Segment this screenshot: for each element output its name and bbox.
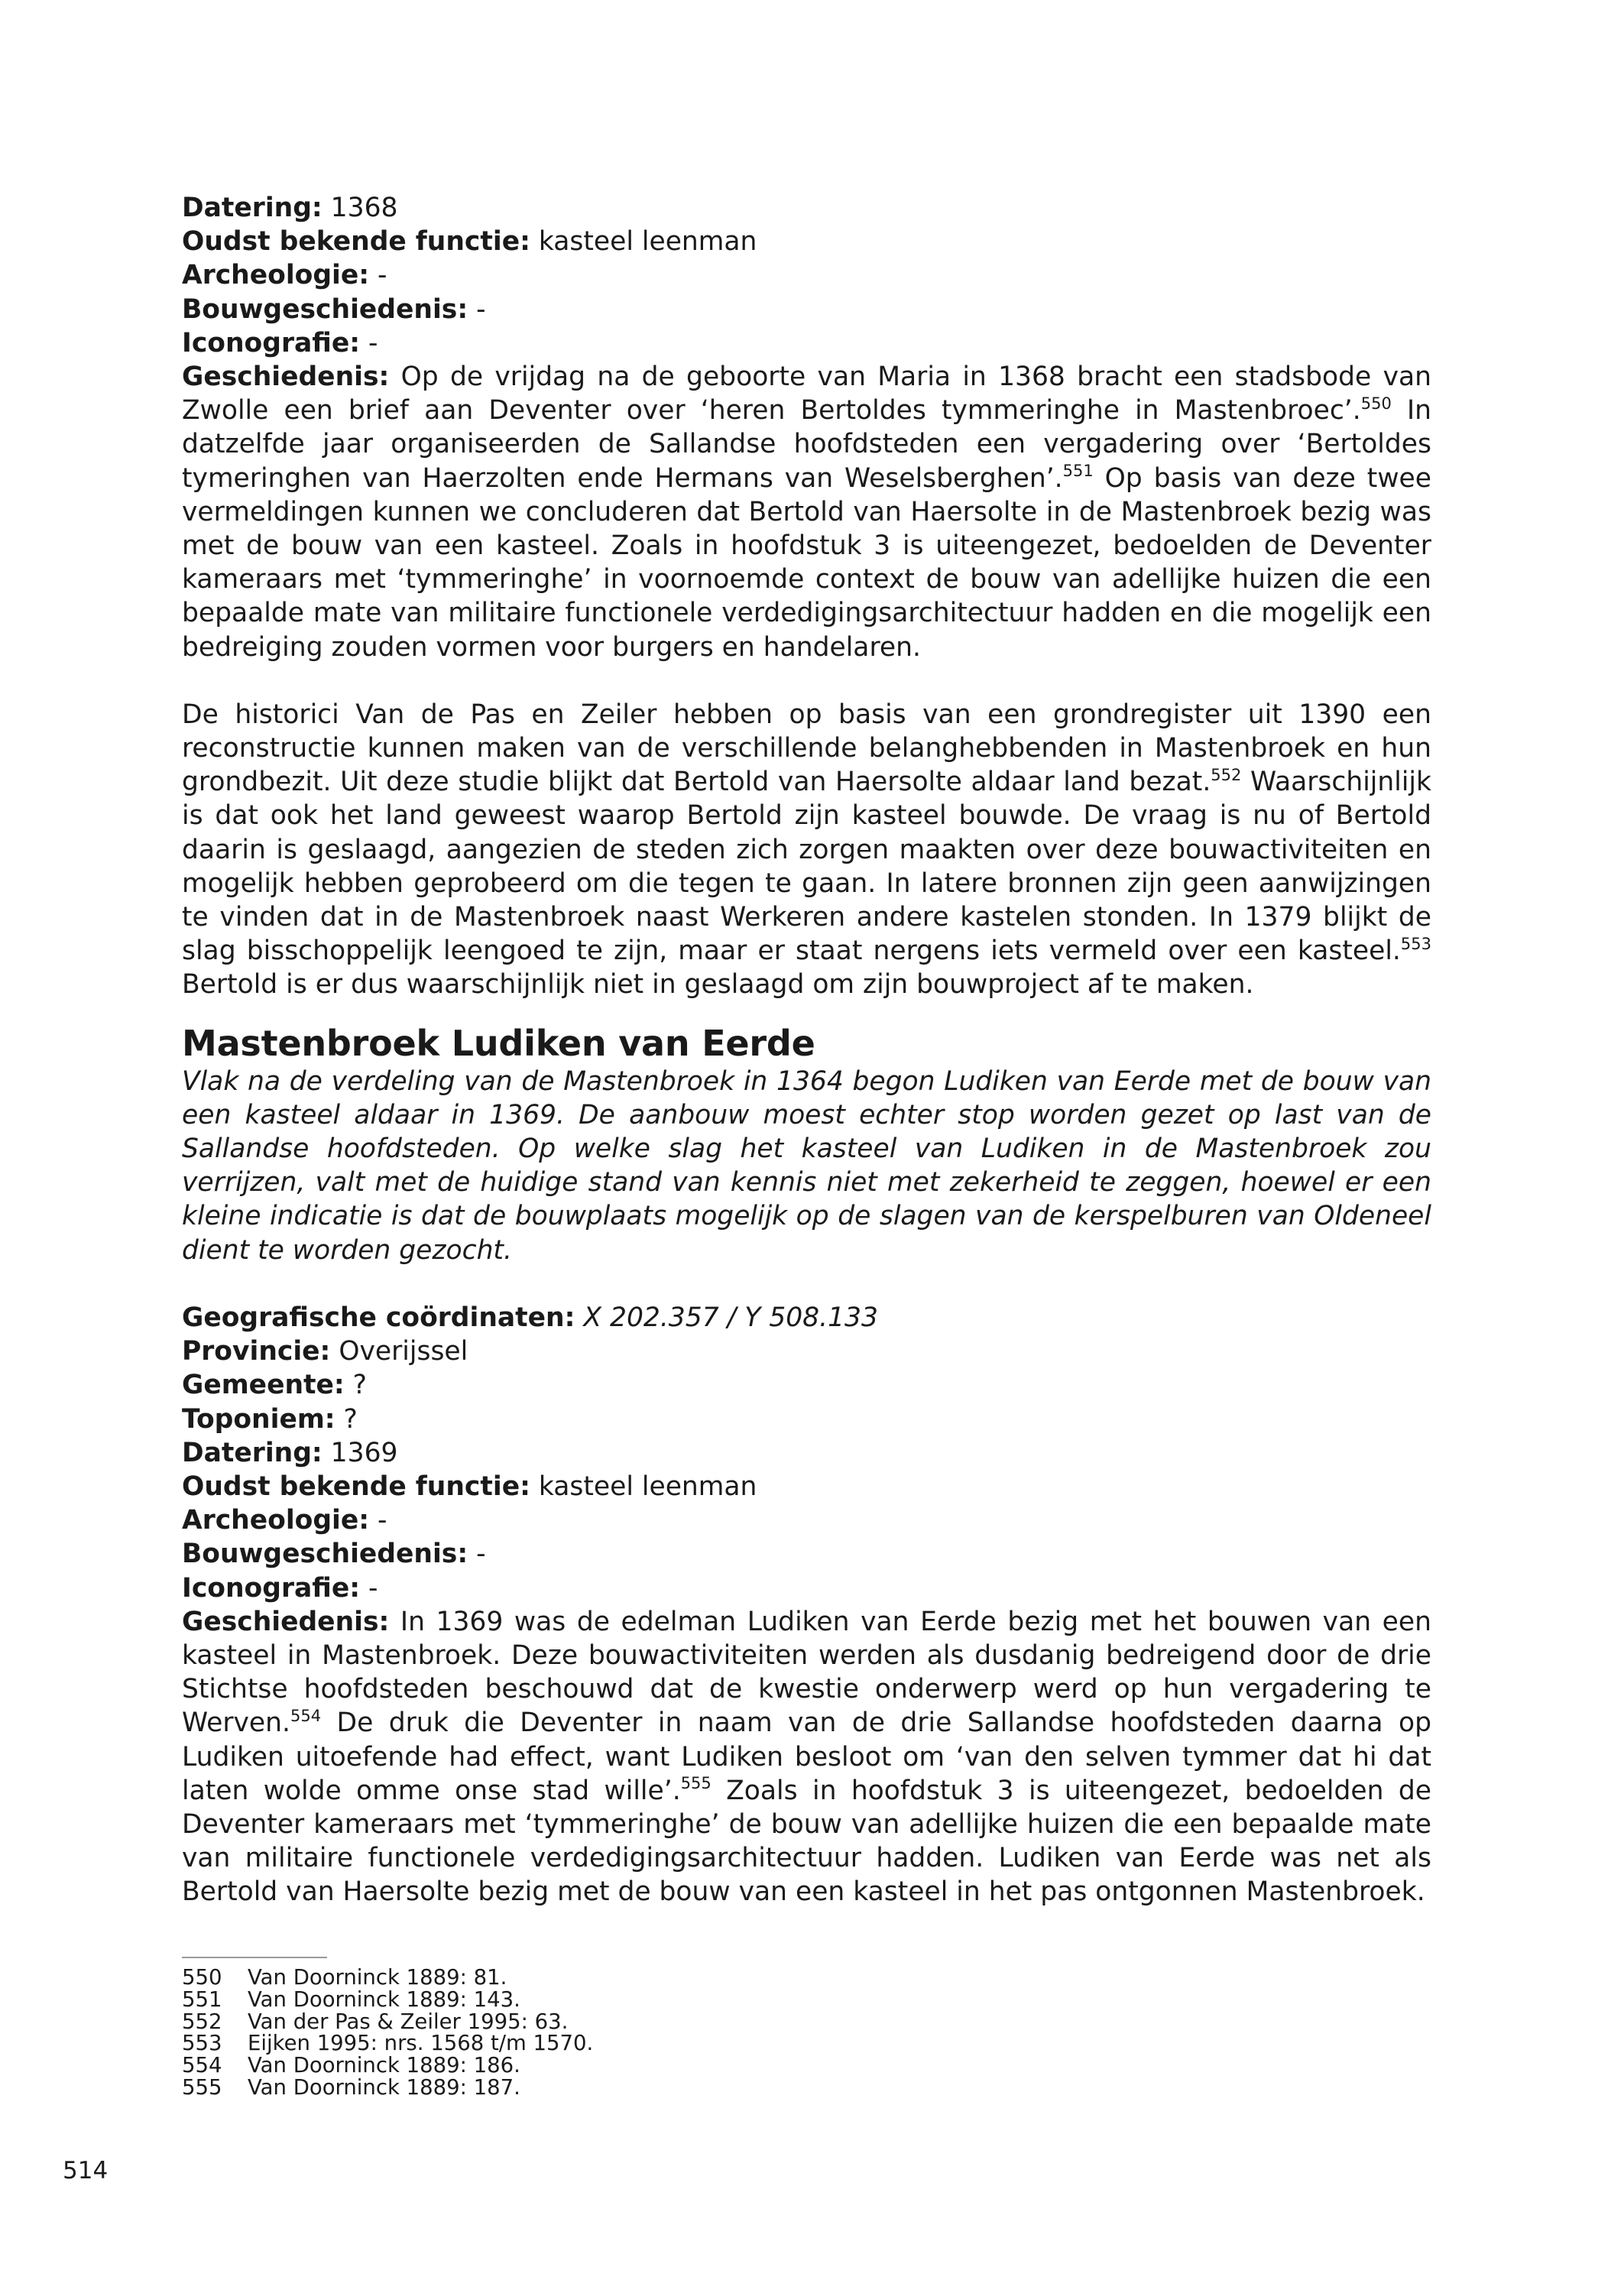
page-number: 514 bbox=[63, 2157, 109, 2184]
footnote-ref-554: 554 bbox=[290, 1706, 322, 1725]
field-iconografie: Iconografie: - bbox=[182, 1572, 378, 1604]
entry2-fields bbox=[182, 1301, 1431, 1605]
footnote-553: 553 Eijken 1995: nrs. 1568 t/m 1570. bbox=[182, 2031, 594, 2056]
main-text bbox=[182, 191, 1431, 1909]
field-provincie: Provincie: Overijssel bbox=[182, 1336, 468, 1367]
footnote-divider bbox=[182, 1957, 327, 1958]
field-oudst-bekende-functie: Oudst bekende functie: kasteel leenman bbox=[182, 226, 757, 258]
footnote-ref-555: 555 bbox=[680, 1774, 712, 1793]
field-oudst-bekende-functie: Oudst bekende functie: kasteel leenman bbox=[182, 1471, 757, 1502]
footnote-ref-550: 550 bbox=[1360, 394, 1392, 413]
footnote-550: 550 Van Doorninck 1889: 81. bbox=[182, 1965, 507, 1990]
field-archeologie: Archeologie: - bbox=[182, 1505, 387, 1536]
entry1-paragraph-2: De historici Van de Pas en Zeiler hebben op basis van een grondregister uit 1390 een reconstructie kunnen maken van de verschillende belanghebbenden in Mastenbroek en hun grondbezit. Uit deze studie blijkt dat Bertold van Haersolte aldaar land bezat.$^{552}$ Waarschijnlijk is dat ook het land geweest waarop Bertold zijn kasteel bouwde. De vraag is nu of Bertold daarin is geslaagd, aangezien de steden zich zorgen maakten over deze bouwactiviteiten en mogelijk hebben geprobeerd om die tegen te gaan. In latere bronnen zijn geen aanwijzingen te vinden dat in de Mastenbroek naast Werkeren andere kastelen stonden. In 1379 blijkt de slag bisschoppelijk leengoed te zijn, maar er staat nergens iets vermeld over een kasteel.$^{553}$ Bertold is er dus waarschijnlijk niet in geslaagd om zijn bouwproject af te maken. bbox=[182, 699, 1431, 1001]
field-bouwgeschiedenis: Bouwgeschiedenis: - bbox=[182, 1539, 486, 1570]
entry1-geschiedenis: Geschiedenis: Op de vrijdag na de geboorte van Maria in 1368 bracht een stadsbode van Zwolle een brief aan Deventer over ‘heren Bertoldes tymmeringhe in Mastenbroec’.$^{550}$ In datzelfde jaar organiseerden de Sallandse hoofdsteden een vergadering over ‘Bertoldes tymeringhen van Haerzolten ende Hermans van Weselsberghen’.$^{551}$ Op basis van deze twee vermeldingen kunnen we concluderen dat Bertold van Haersolte in de Mastenbroek bezig was met de bouw van een kasteel. Zoals in hoofdstuk 3 is uiteengezet, bedoelden de Deventer kameraars met ‘tymmeringhe’ in voornoemde context de bouw van adellijke huizen die een bepaalde mate van militaire functionele verdedigingsarchitectuur hadden en die mogelijk een bedreiging zouden vormen voor burgers en handelaren. bbox=[182, 362, 1431, 663]
section-intro: Vlak na de verdeling van de Mastenbroek in 1364 begon Ludiken van Eerde met de bouw van een kasteel aldaar in 1369. De aanbouw moest echter stop worden gezet op last van de Sallandse hoofdsteden. Op welke slag het kasteel van Ludiken in de Mastenbroek zou verrijzen, valt met de huidige stand van kennis niet met zekerheid te zeggen, hoewel er een kleine indicatie is dat de bouwplaats mogelijk op de slagen van de kerspelburen van Oldeneel dient te worden gezocht. bbox=[182, 1065, 1431, 1266]
footnote-ref-552: 552 bbox=[1211, 765, 1242, 784]
field-archeologie: Archeologie: - bbox=[182, 260, 387, 291]
field-datering: Datering: 1369 bbox=[182, 1437, 398, 1468]
section-title: Mastenbroek Ludiken van Eerde bbox=[182, 1022, 815, 1064]
entry1-fields bbox=[182, 191, 1431, 360]
field-datering: Datering: 1368 bbox=[182, 193, 398, 223]
footnote-555: 555 Van Doorninck 1889: 187. bbox=[182, 2074, 520, 2100]
footnote-551: 551 Van Doorninck 1889: 143. bbox=[182, 1987, 520, 2012]
field-geografische-coordinaten: Geografische coördinaten: X 202.357 / Y 508.133 bbox=[182, 1302, 878, 1333]
footnote-ref-551: 551 bbox=[1062, 462, 1094, 481]
entry2-geschiedenis: Geschiedenis: In 1369 was de edelman Ludiken van Eerde bezig met het bouwen van een kasteel in Mastenbroek. Deze bouwactiviteiten werden als dusdanig bedreigend door de drie Stichtse hoofdsteden beschouwd dat de kwestie onderwerp werd op hun vergadering te Werven.$^{554}$ De druk die Deventer in naam van de drie Sallandse hoofdsteden daarna op Ludiken uitoefende had effect, want Ludiken besloot om ‘van den selven tymmer dat hi dat laten wolde omme onse stad wille’.$^{555}$ Zoals in hoofdstuk 3 is uiteengezet, bedoelden de Deventer kameraars met ‘tymmeringhe’ de bouw van adellijke huizen die een bepaalde mate van militaire functionele verdedigingsarchitectuur hadden. Ludiken van Eerde was net als Bertold van Haersolte bezig met de bouw van een kasteel in het pas ontgonnen Mastenbroek. bbox=[182, 1606, 1432, 1908]
field-toponiem: Toponiem: ? bbox=[182, 1403, 358, 1435]
footnote-552: 552 Van der Pas & Zeiler 1995: 63. bbox=[182, 2009, 569, 2034]
footnote-ref-553: 553 bbox=[1400, 934, 1431, 953]
footnotes bbox=[182, 1967, 1099, 2099]
footnote-554: 554 Van Doorninck 1889: 186. bbox=[182, 2053, 520, 2078]
field-iconografie: Iconografie: - bbox=[182, 327, 378, 358]
field-bouwgeschiedenis: Bouwgeschiedenis: - bbox=[182, 294, 486, 325]
field-gemeente: Gemeente: ? bbox=[182, 1370, 367, 1401]
